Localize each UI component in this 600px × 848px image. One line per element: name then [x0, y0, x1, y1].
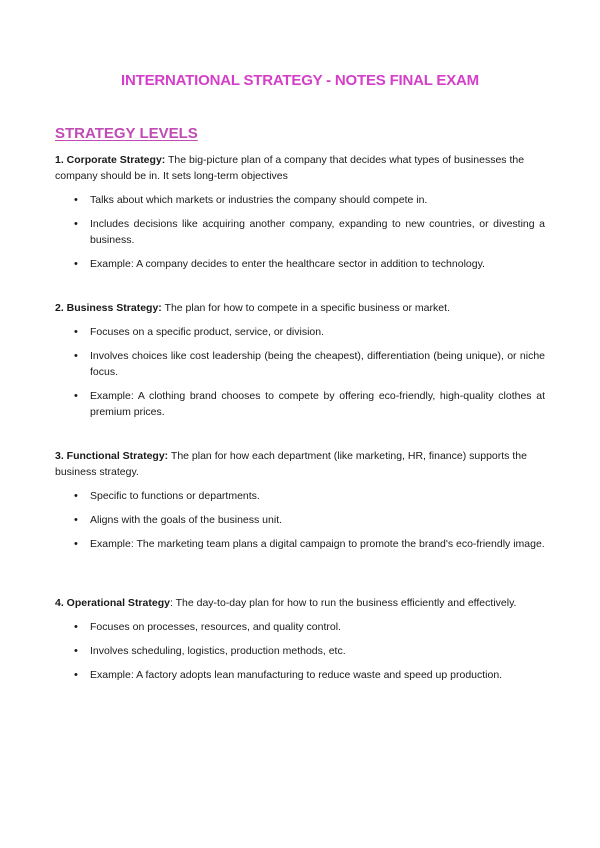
item-heading — [55, 448, 545, 480]
item-heading — [55, 300, 545, 316]
list-item: • Focuses on a specific product, service, or division. — [55, 324, 545, 340]
item-description: The plan for how each department (like marketing, HR, finance) supports the business strategy. — [55, 450, 527, 478]
item-heading — [55, 152, 545, 184]
strategy-item-operational — [55, 595, 545, 683]
list-item: • Focuses on processes, resources, and quality control. — [55, 619, 545, 635]
list-item: • Talks about which markets or industries the company should compete in. — [55, 192, 545, 208]
list-item: • Includes decisions like acquiring another company, expanding to new countries, or divesting a business. — [55, 216, 545, 248]
item-label: 3. Functional Strategy: — [55, 450, 169, 462]
bullet-list — [55, 488, 545, 552]
item-description: The plan for how to compete in a specific business or market. — [161, 302, 450, 314]
strategy-item-functional — [55, 448, 545, 552]
strategy-item-business — [55, 300, 545, 420]
item-description: The big-picture plan of a company that decides what types of businesses the company should be in. It sets long-term objectives — [55, 154, 525, 182]
item-label: 4. Operational Strategy — [55, 597, 170, 609]
strategy-item-corporate — [55, 152, 545, 272]
item-label: 2. Business Strategy: — [55, 302, 162, 314]
bullet-list — [55, 192, 545, 272]
list-item: • Example: A clothing brand chooses to compete by offering eco-friendly, high-quality clothes at premium prices. — [55, 388, 545, 420]
document-title: INTERNATIONAL STRATEGY - NOTES FINAL EXAM — [121, 72, 479, 89]
item-description: : The day-to-day plan for how to run the business efficiently and effectively. — [169, 597, 517, 609]
item-heading — [55, 595, 545, 611]
item-label: 1. Corporate Strategy: — [55, 154, 166, 166]
list-item: • Example: A factory adopts lean manufacturing to reduce waste and speed up production. — [55, 667, 545, 683]
list-item: • Involves scheduling, logistics, production methods, etc. — [55, 643, 545, 659]
list-item: • Example: A company decides to enter the healthcare sector in addition to technology. — [55, 256, 545, 272]
bullet-list — [55, 619, 545, 683]
bullet-list — [55, 324, 545, 420]
list-item: • Aligns with the goals of the business unit. — [55, 512, 545, 528]
list-item: • Involves choices like cost leadership (being the cheapest), differentiation (being unique), or niche focus. — [55, 348, 545, 380]
list-item: • Example: The marketing team plans a digital campaign to promote the brand's eco-friendly image. — [55, 536, 545, 552]
section-heading: STRATEGY LEVELS — [55, 125, 198, 142]
list-item: • Specific to functions or departments. — [55, 488, 545, 504]
